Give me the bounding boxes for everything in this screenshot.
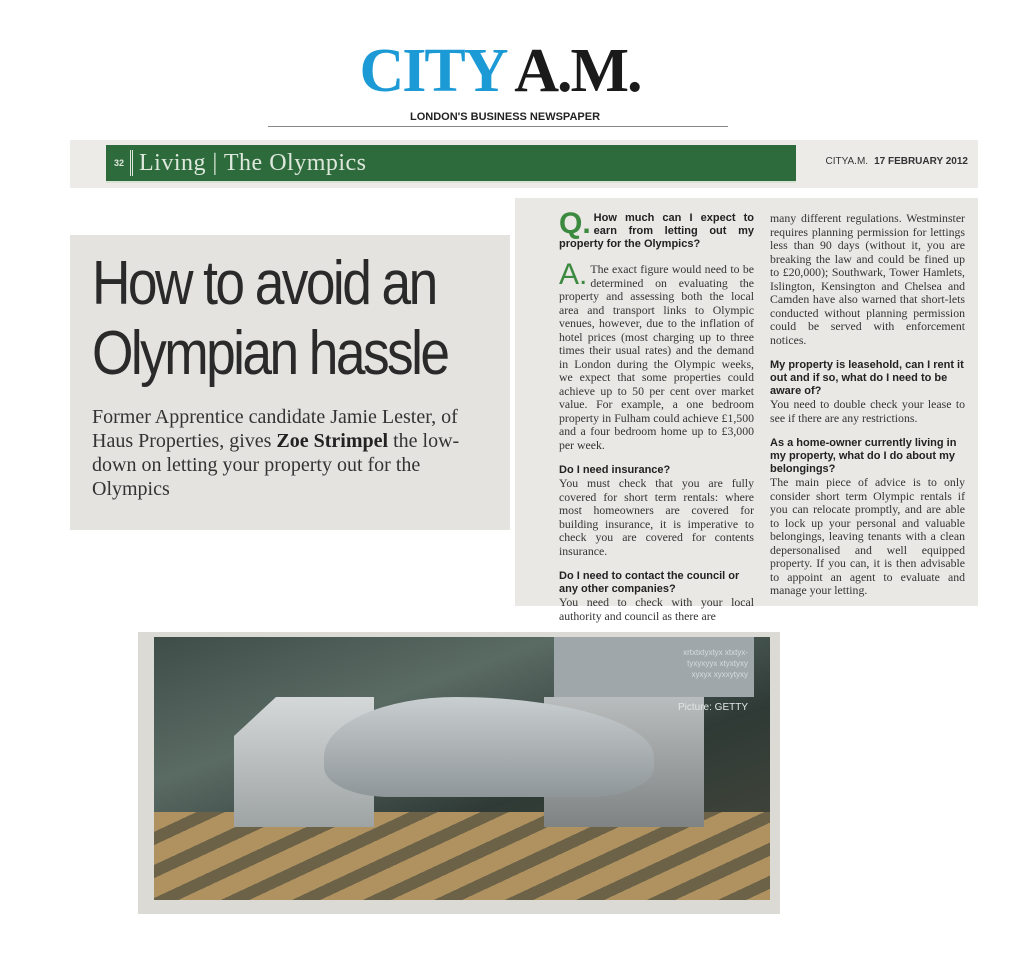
section-title: Living | The Olympics bbox=[139, 149, 367, 176]
question bbox=[559, 207, 754, 251]
question: My property is leasehold, can I rent it out and if so, what do I need to be aware of? bbox=[770, 359, 964, 397]
question: Do I need to contact the council or any other companies? bbox=[559, 570, 740, 595]
question: Do I need insurance? bbox=[559, 464, 671, 476]
answer: You need to double check your lease to see if there are any restrictions. bbox=[770, 397, 965, 425]
answer: many different regulations. Westminster requires planning permission for lettings less than 90 days (without it, you are breaking the law and could be fined up to £20,000); Southwark, Tower Hamlets, Islington, Kensington and Chelsea and Camden have also warned that short-lets conducted without planning permission could be served with enforcement notices. bbox=[770, 211, 965, 347]
question-text: How much can I expect to earn from letting out my property for the Olympics? bbox=[559, 212, 754, 250]
page-number: 32 bbox=[114, 158, 125, 168]
standfirst bbox=[92, 405, 502, 501]
masthead-logo bbox=[300, 38, 700, 104]
headline-line: How to avoid an bbox=[92, 249, 436, 318]
answer: The main piece of advice is to only consider short term Olympic rentals if you can relocate promptly, and are able to lock up your personal and valuable belongings, leaving tenants with a clean depersonalised and well equipped property. If you can, it is then advisable to appoint an agent to evaluate and manage your letting. bbox=[770, 475, 965, 597]
divider bbox=[130, 150, 133, 176]
masthead-tagline: LONDON'S BUSINESS NEWSPAPER bbox=[409, 111, 601, 123]
article-column-2 bbox=[770, 212, 965, 606]
section-banner bbox=[106, 145, 796, 183]
q-drop-letter: Q. bbox=[559, 207, 591, 240]
caption-line: xyxyx xyxxytyxy bbox=[691, 670, 748, 679]
answer-text: The exact figure would need to be determined on evaluating the property and assessing both the local area and transport links to Olympic venues, however, due to the inflation of hotel prices (most charging up to three times their usual rates) and the demand in London during the Olympic weeks, we expect that some properties could achieve up to 50 per cent over market value. For example, a one bedroom property in Fulham could achieve £1,500 and a four bedroom home up to £3,000 per week. bbox=[559, 262, 754, 452]
article-column-1 bbox=[559, 207, 754, 623]
standfirst-text: Former Apprentice candidate Jamie Lester, of Haus Properties, gives bbox=[92, 406, 458, 452]
caption-line: tyxyxyyx xtyxtyxy bbox=[687, 659, 748, 668]
answer bbox=[559, 258, 754, 452]
headline-line: Olympian hassle bbox=[92, 319, 448, 388]
author-name: Zoe Strimpel bbox=[276, 430, 389, 452]
logo-am: A.M. bbox=[514, 37, 641, 105]
answer: You must check that you are fully covered for short term rentals: where most homeowners are covered for building insurance, it is imperative to check you are covered for contents insurance. bbox=[559, 476, 754, 558]
photo-credit: Picture: GETTY bbox=[677, 702, 748, 713]
issue-info bbox=[825, 156, 968, 167]
photo-caption bbox=[683, 647, 748, 680]
logo-city: CITY bbox=[359, 37, 505, 105]
standfirst-text: the low-down on letting your property out for the Olympics bbox=[92, 430, 460, 500]
aquatics-centre-photo bbox=[138, 632, 780, 914]
question: As a home-owner currently living in my property, what do I do about my belongings? bbox=[770, 437, 957, 475]
headline-box bbox=[70, 235, 510, 530]
section-bar bbox=[70, 140, 978, 188]
masthead-rule bbox=[268, 126, 728, 127]
issue-date: 17 FEBRUARY 2012 bbox=[874, 156, 968, 167]
answer: You need to check with your local authority and council as there are bbox=[559, 595, 754, 623]
headline bbox=[92, 249, 447, 389]
caption-line: xrtxtxtyxtyx xtxtyx- bbox=[683, 648, 748, 657]
paper-name: CITYA.M. bbox=[825, 156, 869, 167]
a-drop-letter: A. bbox=[559, 258, 588, 291]
photo-image bbox=[154, 637, 770, 900]
article-body bbox=[515, 198, 978, 623]
